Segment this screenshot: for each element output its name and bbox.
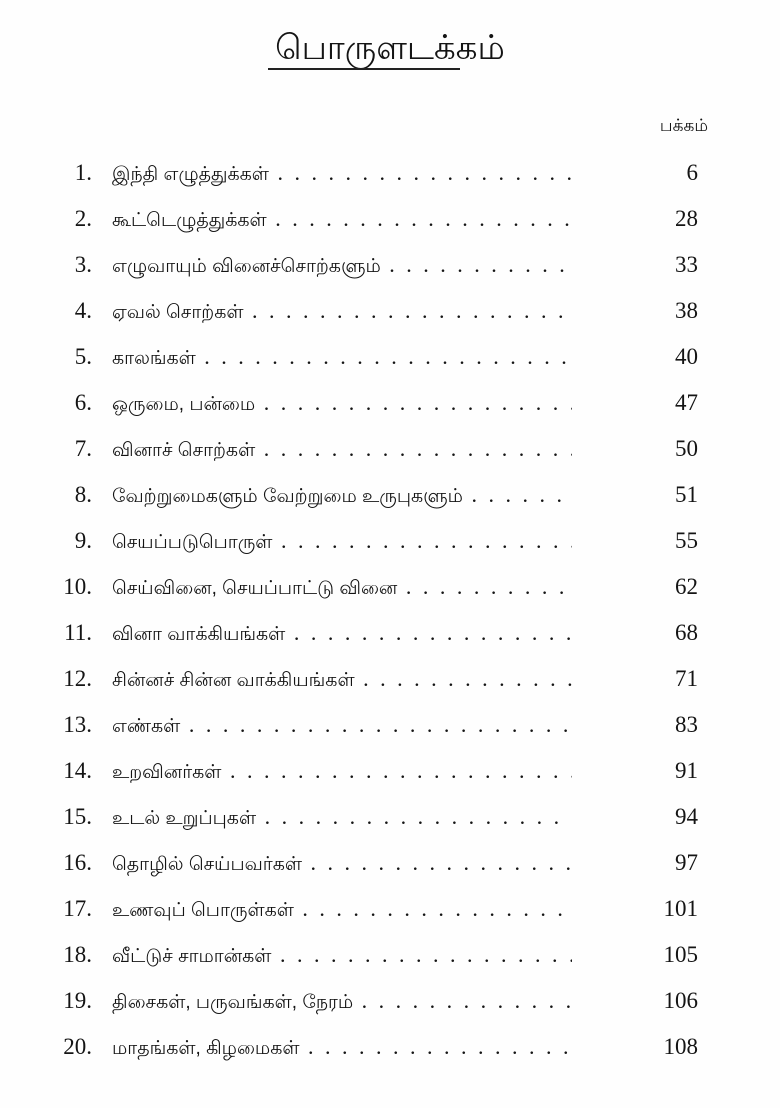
entry-page: 47 <box>675 390 698 415</box>
entry-title: காலங்கள் . . . <box>112 334 572 382</box>
entry-title: உணவுப் பொருள்கள் . . . <box>112 886 572 934</box>
toc-entry <box>0 380 780 426</box>
entry-page: 105 <box>663 942 698 967</box>
entry-title: ஒருமை, பன்மை . . . <box>112 380 572 428</box>
toc-entry <box>0 886 780 932</box>
title-underline <box>268 68 460 70</box>
toc-entry <box>0 426 780 472</box>
toc-entry <box>0 288 780 334</box>
entry-page: 83 <box>675 712 698 737</box>
entry-title: எழுவாயும் வினைச்சொற்களும் . . . <box>112 242 572 290</box>
toc-entry <box>0 472 780 518</box>
toc-entry <box>0 242 780 288</box>
entry-number: 19. <box>63 988 92 1013</box>
entry-title: வினாச் சொற்கள் . . . <box>112 426 572 474</box>
entry-number: 20. <box>63 1034 92 1059</box>
entry-number: 2. <box>74 206 92 231</box>
entry-title: திசைகள், பருவங்கள், நேரம் . . . <box>112 978 572 1026</box>
entry-title: சின்னச் சின்ன வாக்கியங்கள் . . . <box>112 656 572 704</box>
toc-entry <box>0 150 780 196</box>
entry-page: 33 <box>675 252 698 277</box>
entry-number: 3. <box>74 252 92 277</box>
toc-entry <box>0 518 780 564</box>
entry-page: 97 <box>675 850 698 875</box>
entry-number: 14. <box>63 758 92 783</box>
toc-entry <box>0 656 780 702</box>
entry-page: 62 <box>675 574 698 599</box>
entry-title: செயப்படுபொருள் . . . <box>112 518 572 566</box>
entry-number: 8. <box>74 482 92 507</box>
entry-page: 38 <box>675 298 698 323</box>
entry-number: 9. <box>74 528 92 553</box>
entry-number: 11. <box>64 620 92 645</box>
entry-title: கூட்டெழுத்துக்கள் . . . <box>112 196 572 244</box>
toc-entry <box>0 748 780 794</box>
entry-title: செய்வினை, செயப்பாட்டு வினை . . . <box>112 564 572 612</box>
entry-title: மாதங்கள், கிழமைகள் . . . <box>112 1024 572 1072</box>
entry-page: 94 <box>675 804 698 829</box>
entry-page: 51 <box>675 482 698 507</box>
entry-number: 4. <box>74 298 92 323</box>
entry-number: 15. <box>63 804 92 829</box>
entry-title: உடல் உறுப்புகள் . . . <box>112 794 572 842</box>
entry-number: 17. <box>63 896 92 921</box>
toc-entry <box>0 196 780 242</box>
entry-page: 68 <box>675 620 698 645</box>
entry-title: வீட்டுச் சாமான்கள் . . . <box>112 932 572 980</box>
page-title: பொருளடக்கம் <box>275 29 505 67</box>
entry-title: இந்தி எழுத்துக்கள் . . . <box>112 150 572 198</box>
entry-page: 40 <box>675 344 698 369</box>
toc-entry <box>0 978 780 1024</box>
toc-entry <box>0 1024 780 1070</box>
entry-page: 106 <box>663 988 698 1013</box>
entry-page: 108 <box>663 1034 698 1059</box>
entry-page: 28 <box>675 206 698 231</box>
toc-entry <box>0 334 780 380</box>
entry-page: 50 <box>675 436 698 461</box>
toc-entry <box>0 564 780 610</box>
toc-entry <box>0 840 780 886</box>
entry-number: 13. <box>63 712 92 737</box>
toc-entry <box>0 794 780 840</box>
toc-entry <box>0 702 780 748</box>
entry-number: 7. <box>74 436 92 461</box>
entry-number: 10. <box>63 574 92 599</box>
entry-number: 6. <box>74 390 92 415</box>
entry-page: 6 <box>686 160 698 185</box>
page-column-header: பக்கம் <box>659 116 708 135</box>
entry-number: 1. <box>74 160 92 185</box>
toc-entry <box>0 932 780 978</box>
entry-page: 91 <box>675 758 698 783</box>
entry-title: தொழில் செய்பவர்கள் . . . <box>112 840 572 888</box>
entry-title: உறவினர்கள் . . . <box>112 748 572 796</box>
entry-title: ஏவல் சொற்கள் . . . <box>112 288 572 336</box>
entry-number: 12. <box>63 666 92 691</box>
entry-page: 55 <box>675 528 698 553</box>
table-of-contents <box>0 150 780 1070</box>
entry-number: 16. <box>63 850 92 875</box>
entry-number: 5. <box>74 344 92 369</box>
entry-page: 71 <box>675 666 698 691</box>
toc-entry <box>0 610 780 656</box>
entry-title: எண்கள் . . . <box>112 702 572 750</box>
entry-number: 18. <box>63 942 92 967</box>
entry-page: 101 <box>663 896 698 921</box>
entry-title: வினா வாக்கியங்கள் . . . <box>112 610 572 658</box>
entry-title: வேற்றுமைகளும் வேற்றுமை உருபுகளும் . . . <box>112 472 572 520</box>
